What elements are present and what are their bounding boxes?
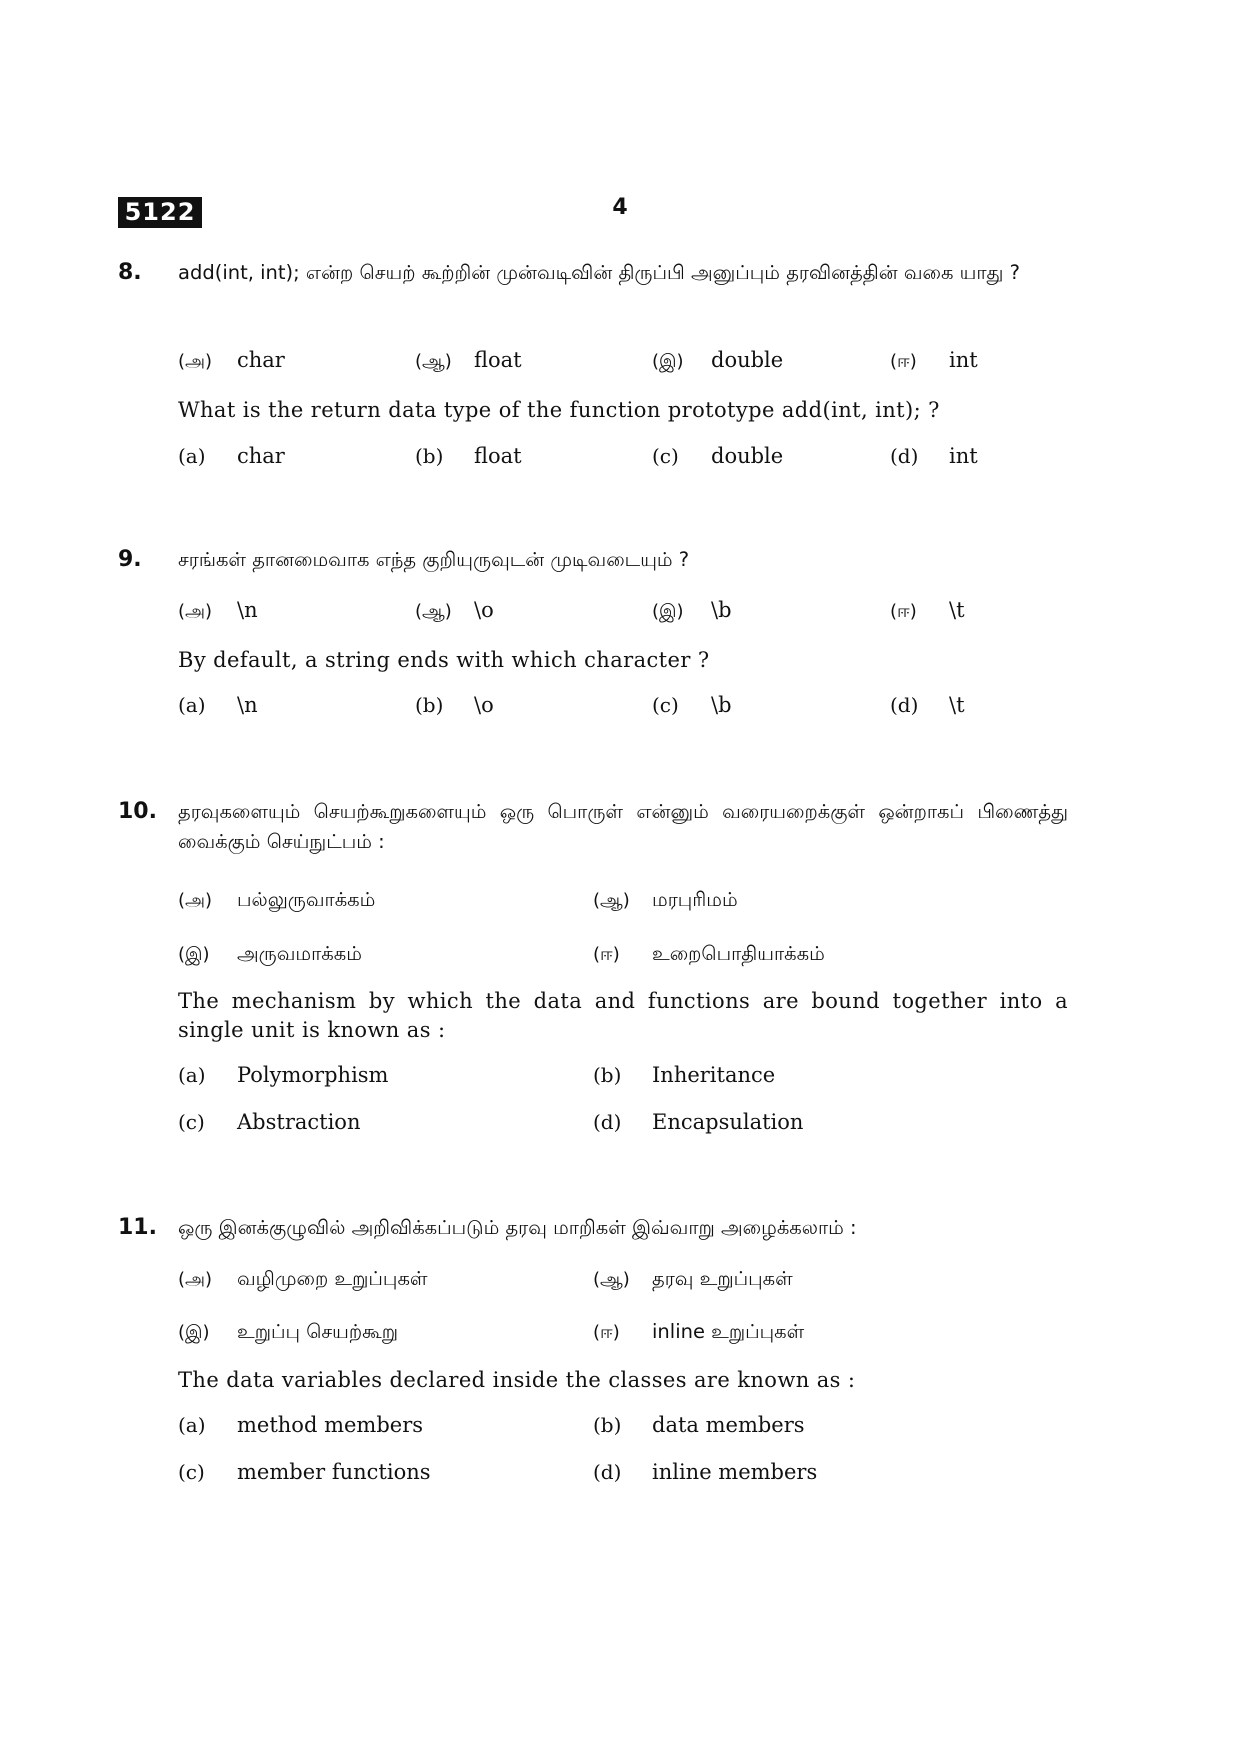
option-text: inline உறுப்புகள் xyxy=(652,1320,805,1343)
option xyxy=(178,1413,423,1437)
option xyxy=(178,444,285,468)
question-number: 10. xyxy=(118,799,157,824)
option-marker: (அ) xyxy=(178,890,213,911)
option xyxy=(178,1460,431,1484)
option-text: inline members xyxy=(652,1460,818,1484)
question-text-tamil: add(int, int); என்ற செயற் கூற்றின் முன்வடிவின் திருப்பி அனுப்பும் தரவினத்தின் வகை யாது ? xyxy=(178,261,1021,284)
option-marker: (a) xyxy=(178,1413,206,1437)
option-marker: (b) xyxy=(593,1063,622,1087)
option xyxy=(178,693,258,717)
option-text: data members xyxy=(652,1413,805,1437)
option-marker: (c) xyxy=(652,444,679,468)
option xyxy=(178,939,362,969)
option-text: \t xyxy=(949,693,965,717)
option-marker: (a) xyxy=(178,1063,206,1087)
option-marker: (இ) xyxy=(652,601,684,622)
question-number: 11. xyxy=(118,1215,157,1240)
option xyxy=(415,348,522,374)
option xyxy=(593,1264,793,1294)
options-tamil xyxy=(0,348,1240,380)
question-text-english: The data variables declared inside the classes are known as : xyxy=(178,1368,856,1392)
option-marker: (அ) xyxy=(178,601,213,622)
options-tamil-row-1 xyxy=(0,1264,1240,1296)
option xyxy=(652,348,783,374)
option xyxy=(652,598,732,624)
question-text-tamil: சரங்கள் தானமைவாக எந்த குறியுருவுடன் முடிவடையும் ? xyxy=(178,548,690,571)
option xyxy=(178,348,285,374)
option-text: \o xyxy=(474,693,494,717)
option xyxy=(890,598,965,624)
option-text: \b xyxy=(711,598,732,622)
question-text-english: By default, a string ends with which character ? xyxy=(178,648,710,672)
option-text: int xyxy=(949,348,978,372)
question-number: 8. xyxy=(118,260,142,285)
options-english xyxy=(0,693,1240,725)
option-text: வழிமுறை உறுப்புகள் xyxy=(237,1267,428,1290)
question-number: 9. xyxy=(118,547,142,572)
options-english-row-1 xyxy=(0,1063,1240,1095)
options-english-row-2 xyxy=(0,1110,1240,1142)
option-text: Polymorphism xyxy=(237,1063,389,1087)
option-marker: (c) xyxy=(178,1460,205,1484)
option-text: உறைபொதியாக்கம் xyxy=(652,942,825,965)
page-number: 4 xyxy=(612,195,628,220)
option xyxy=(415,693,494,717)
option-marker: (ஈ) xyxy=(593,944,620,965)
option xyxy=(890,693,965,717)
option-text: Abstraction xyxy=(237,1110,361,1134)
option-text: பல்லுருவாக்கம் xyxy=(237,888,376,911)
option-marker: (d) xyxy=(593,1110,622,1134)
options-english xyxy=(0,444,1240,476)
option xyxy=(652,693,732,717)
option-text: அருவமாக்கம் xyxy=(237,942,362,965)
question-text-tamil: ஒரு இனக்குழுவில் அறிவிக்கப்படும் தரவு மாறிகள் இவ்வாறு அழைக்கலாம் : xyxy=(178,1216,857,1239)
option-marker: (b) xyxy=(415,693,444,717)
option-text: char xyxy=(237,444,285,468)
option xyxy=(593,1063,775,1087)
option xyxy=(593,939,825,969)
option-text: \n xyxy=(237,598,258,622)
option-marker: (அ) xyxy=(178,351,213,372)
option xyxy=(178,885,375,915)
option xyxy=(415,598,494,624)
options-tamil-row-2 xyxy=(0,1317,1240,1349)
option-text: method members xyxy=(237,1413,424,1437)
option xyxy=(178,1264,428,1294)
option-text: int xyxy=(949,444,978,468)
option xyxy=(593,1110,803,1134)
question-text-english: The mechanism by which the data and functions are bound together into a single unit is known as : xyxy=(178,989,1068,1042)
option xyxy=(593,1460,817,1484)
option-text: தரவு உறுப்புகள் xyxy=(652,1267,793,1290)
option-marker: (ஈ) xyxy=(890,601,917,622)
option-marker: (d) xyxy=(593,1460,622,1484)
option-marker: (b) xyxy=(415,444,444,468)
option-text: \b xyxy=(711,693,732,717)
option xyxy=(890,348,978,374)
options-tamil-row-2 xyxy=(0,939,1240,971)
option-marker: (அ) xyxy=(178,1269,213,1290)
option-marker: (d) xyxy=(890,444,919,468)
options-tamil-row-1 xyxy=(0,885,1240,917)
option-marker: (ஆ) xyxy=(593,890,630,911)
option-text: float xyxy=(474,444,522,468)
options-tamil xyxy=(0,598,1240,630)
option xyxy=(593,1317,804,1347)
option xyxy=(593,885,738,915)
option xyxy=(178,1063,388,1087)
paper-code-badge: 5122 xyxy=(118,197,202,228)
option-text: double xyxy=(711,444,784,468)
option-text: \o xyxy=(474,598,494,622)
option-text: double xyxy=(711,348,784,372)
question-text-english: What is the return data type of the function prototype add(int, int); ? xyxy=(178,398,940,422)
option-marker: (b) xyxy=(593,1413,622,1437)
option-marker: (ஆ) xyxy=(415,601,452,622)
option-text: char xyxy=(237,348,285,372)
option-marker: (இ) xyxy=(178,1322,210,1343)
option-text: Encapsulation xyxy=(652,1110,804,1134)
option xyxy=(652,444,783,468)
option-marker: (c) xyxy=(178,1110,205,1134)
question-text-tamil: தரவுகளையும் செயற்கூறுகளையும் ஒரு பொருள் என்னும் வரையறைக்குள் ஒன்றாகப் பிணைத்து வைக்கும் செய்நுட்பம் : xyxy=(178,800,1068,853)
option-marker: (ஆ) xyxy=(593,1269,630,1290)
option-marker: (a) xyxy=(178,693,206,717)
options-english-row-1 xyxy=(0,1413,1240,1445)
option-marker: (இ) xyxy=(178,944,210,965)
option xyxy=(178,598,258,624)
option-text: \n xyxy=(237,693,258,717)
option-marker: (ஈ) xyxy=(890,351,917,372)
option xyxy=(178,1317,398,1347)
option-text: float xyxy=(474,348,522,372)
option-marker: (c) xyxy=(652,693,679,717)
options-english-row-2 xyxy=(0,1460,1240,1492)
option-text: \t xyxy=(949,598,965,622)
option-marker: (ஈ) xyxy=(593,1322,620,1343)
option xyxy=(178,1110,360,1134)
option-marker: (d) xyxy=(890,693,919,717)
option-marker: (ஆ) xyxy=(415,351,452,372)
option-marker: (a) xyxy=(178,444,206,468)
option xyxy=(593,1413,805,1437)
option-text: உறுப்பு செயற்கூறு xyxy=(237,1320,399,1343)
option xyxy=(890,444,978,468)
option-text: மரபுரிமம் xyxy=(652,888,738,911)
option xyxy=(415,444,522,468)
option-text: member functions xyxy=(237,1460,431,1484)
option-text: Inheritance xyxy=(652,1063,776,1087)
option-marker: (இ) xyxy=(652,351,684,372)
